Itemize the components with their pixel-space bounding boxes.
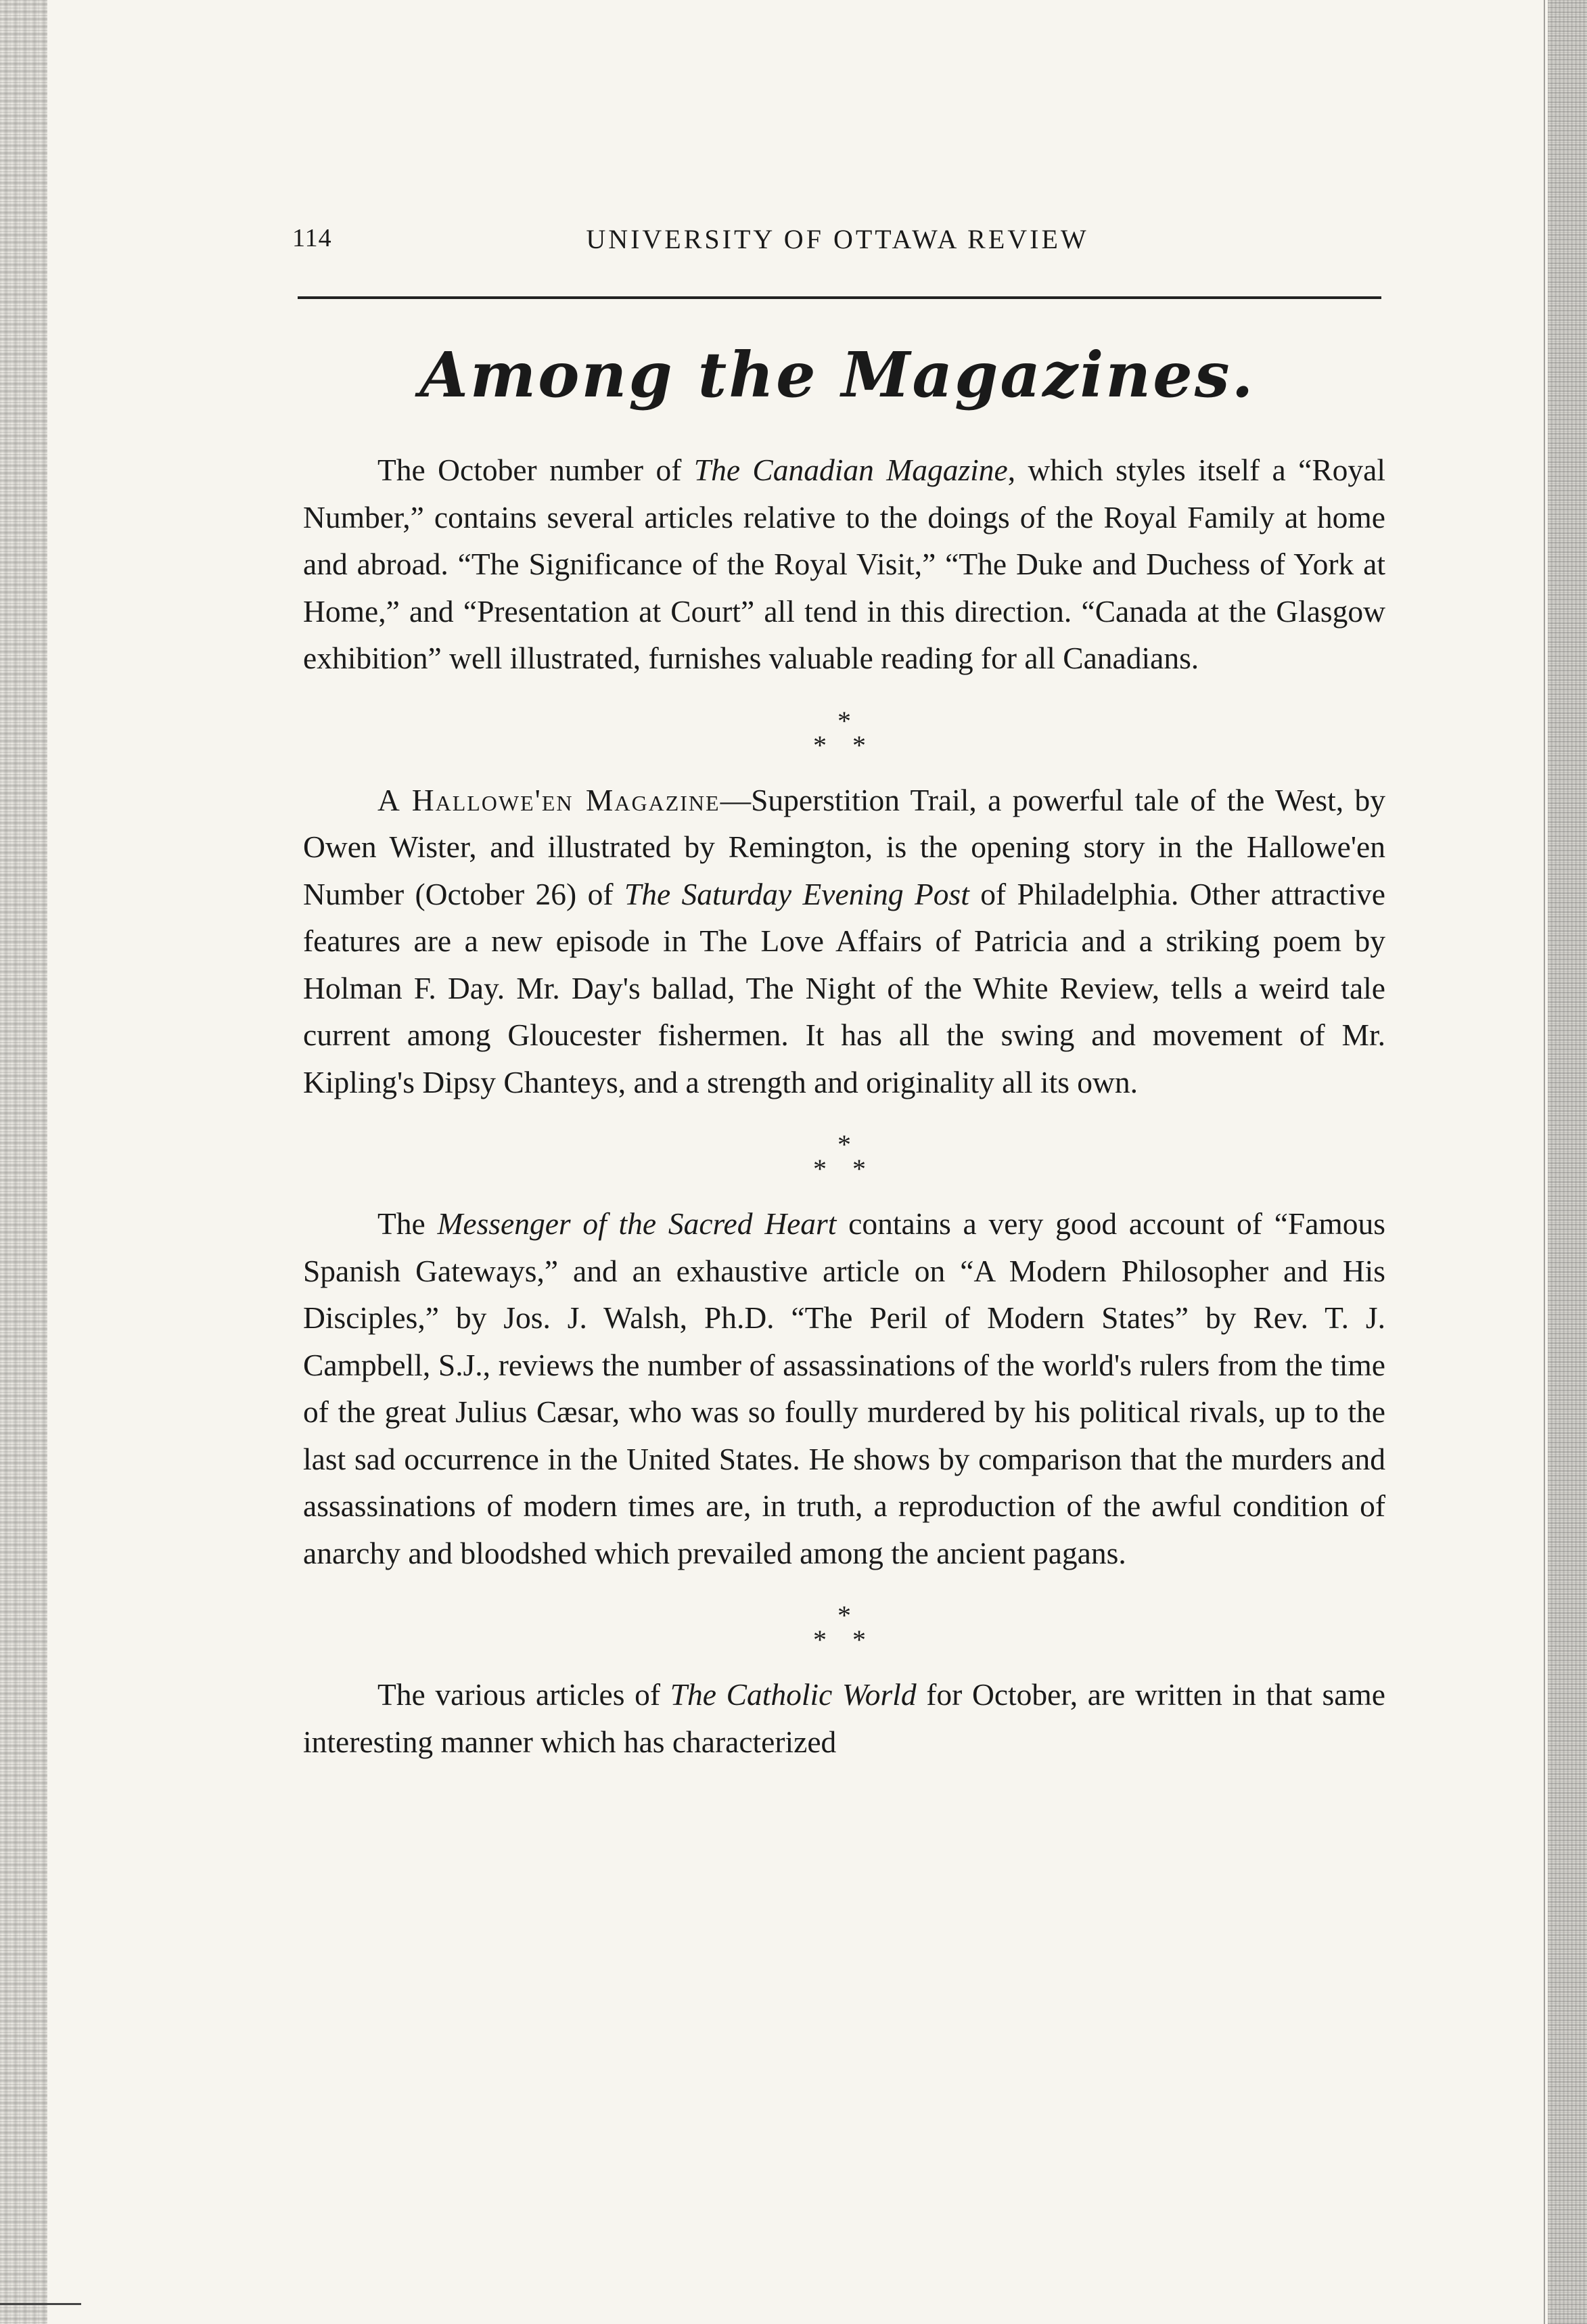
paragraph-text: for October, are written in that same interesting manner which has characterized — [303, 1677, 1386, 1759]
bottom-edge-rule — [0, 2303, 81, 2305]
paragraph-text: —Superstition Trail, a powerful tale of the West, by Owen Wister, and illustrated by Remington, is the opening story in the Hallowe'en Number (October 26) of — [303, 782, 1385, 911]
margin-rule-right — [1544, 0, 1545, 2324]
article-body — [303, 447, 1385, 1765]
asterism-bottom: * * — [813, 729, 875, 760]
magazine-title: Messenger of the Sacred Heart — [437, 1206, 837, 1241]
page-header — [292, 223, 1383, 264]
paragraph-sacred-heart — [303, 1200, 1385, 1576]
running-head: UNIVERSITY OF OTTAWA REVIEW — [586, 224, 1089, 254]
paragraph-text: The October number of — [377, 453, 694, 487]
paragraph-lead-in: A Hallowe'en Magazine — [377, 782, 720, 817]
asterism-divider — [303, 1106, 1385, 1200]
asterism-top: * — [837, 1129, 851, 1160]
paragraph-text: of Philadelphia. Other attractive features are a new episode in The Love Affairs of Patricia and a striking poem by Holman F. Day. Mr. Day's ballad, The Night of the White Review, tells a weird tale current among Gloucester fishermen. It has all the swing and movement of Mr. Kipling's Dipsy Chanteys, and a strength and originality all its own. — [303, 876, 1385, 1099]
header-rule — [298, 296, 1381, 299]
magazine-title: The Saturday Evening Post — [624, 876, 969, 911]
asterism-bottom: * * — [813, 1624, 875, 1655]
page-number: 114 — [292, 224, 332, 252]
binding-edge-left — [0, 0, 47, 2324]
paragraph-text: contains a very good account of “Famous Spanish Gateways,” and an exhaustive article on “A Modern Philosopher and His Disciples,” by Jos. J. Walsh, Ph.D. “The Peril of Modern States” by Rev. T. J. Campbell, S.J., reviews the number of assassinations of the world's rulers from the time of the great Julius Cæsar, who was so foully murdered by his political rivals, up to the last sad occurrence in the United States. He shows by comparison that the murders and assassinations of modern times are, in truth, a reproduction of the awful condition of anarchy and bloodshed which prevailed among the ancient pagans. — [303, 1206, 1385, 1570]
paragraph-catholic-world — [303, 1671, 1385, 1765]
asterism-divider — [303, 682, 1385, 777]
magazine-title: The Canadian Magazine — [693, 453, 1008, 487]
paragraph-canadian-magazine — [303, 447, 1385, 682]
asterism-top: * — [837, 705, 851, 736]
asterism-bottom: * * — [813, 1154, 875, 1184]
magazine-title: The Catholic World — [670, 1677, 917, 1712]
paragraph-text: The — [377, 1206, 438, 1241]
paragraph-saturday-evening-post — [303, 777, 1385, 1106]
paragraph-text: , which styles itself a “Royal Number,” contains several articles relative to the doings of the Royal Family at home and abroad. “The Significance of the Royal Visit,” “The Duke and Duchess of York at Home,” and “Presentation at Court” all tend in this direction. “Canada at the Glasgow exhibition” well illustrated, furnishes valuable reading for all Canadians. — [303, 453, 1386, 675]
section-title: Among the Magazines. — [419, 338, 1256, 411]
asterism-top: * — [837, 1600, 851, 1631]
paragraph-text: The various articles of — [377, 1677, 670, 1712]
asterism-divider — [303, 1576, 1385, 1671]
binding-edge-right — [1548, 0, 1587, 2324]
